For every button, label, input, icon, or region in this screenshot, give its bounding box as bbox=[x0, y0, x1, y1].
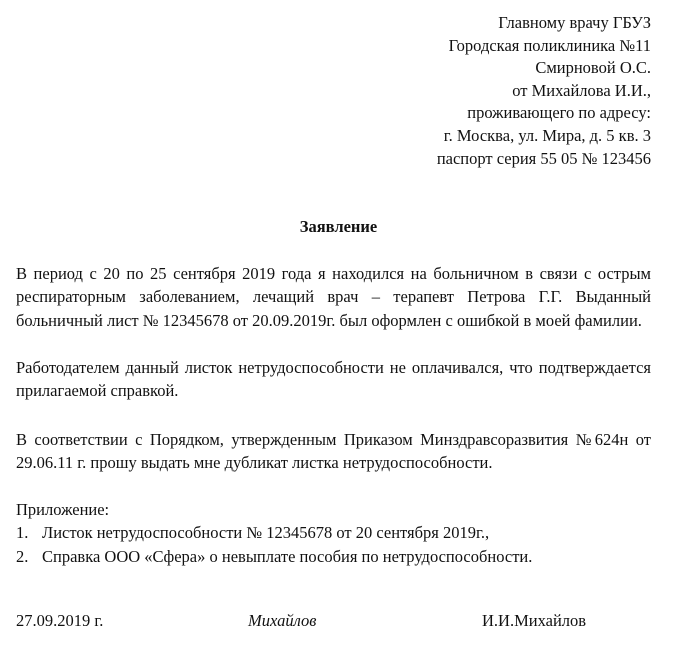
paragraph-text: Работодателем данный листок нетрудоспособности не оплачивался, что подтверждается прилагаемой справкой. bbox=[16, 358, 651, 401]
attachment-text: Справка ООО «Сфера» о невыплате пособия по нетрудоспособности. bbox=[42, 546, 533, 566]
body-paragraph-3 bbox=[16, 428, 651, 475]
addressee-line: паспорт серия 55 05 № 123456 bbox=[436, 148, 651, 168]
addressee-line: Главному врачу ГБУЗ bbox=[498, 13, 651, 32]
addressee-line: Смирновой О.С. bbox=[535, 58, 651, 78]
document-title: Заявление bbox=[299, 217, 378, 236]
addressee-line: г. Москва, ул. Мира, д. 5 кв. 3 bbox=[443, 125, 651, 145]
paragraph-text: В период с 20 по 25 сентября 2019 года я находился на больничном в связи с острым респираторным заболеванием, лечащий врач – терапевт Петрова Г.Г. Выданный больничный лист № 12345678 от 20.09.2019г. был оформлен с ошибкой в моей фамилии. bbox=[16, 264, 651, 330]
attachment-text: Листок нетрудоспособности № 12345678 от 20 сентября 2019г., bbox=[42, 523, 490, 543]
attachments-heading: Приложение: bbox=[16, 500, 110, 519]
attachment-item bbox=[16, 545, 656, 568]
handwritten-signature: Михайлов bbox=[248, 611, 317, 630]
attachments-block bbox=[16, 498, 656, 568]
addressee-block bbox=[437, 12, 651, 170]
addressee-line: от Михайлова И.И., bbox=[512, 80, 651, 100]
attachment-number: 1. bbox=[16, 523, 29, 543]
body-paragraph-2 bbox=[16, 356, 651, 403]
attachment-item bbox=[16, 521, 656, 544]
addressee-line: Городская поликлиника №11 bbox=[448, 35, 651, 55]
body-paragraph-1 bbox=[16, 262, 651, 332]
addressee-line: проживающего по адресу: bbox=[467, 103, 651, 123]
signer-name: И.И.Михайлов bbox=[482, 611, 587, 630]
attachment-number: 2. bbox=[16, 546, 29, 566]
signature-date: 27.09.2019 г. bbox=[16, 611, 104, 630]
paragraph-text: В соответствии с Порядком, утвержденным Приказом Минздравсоразвития №624н от 29.06.11 г. прошу выдать мне дубликат листка нетрудоспособности. bbox=[16, 430, 651, 473]
